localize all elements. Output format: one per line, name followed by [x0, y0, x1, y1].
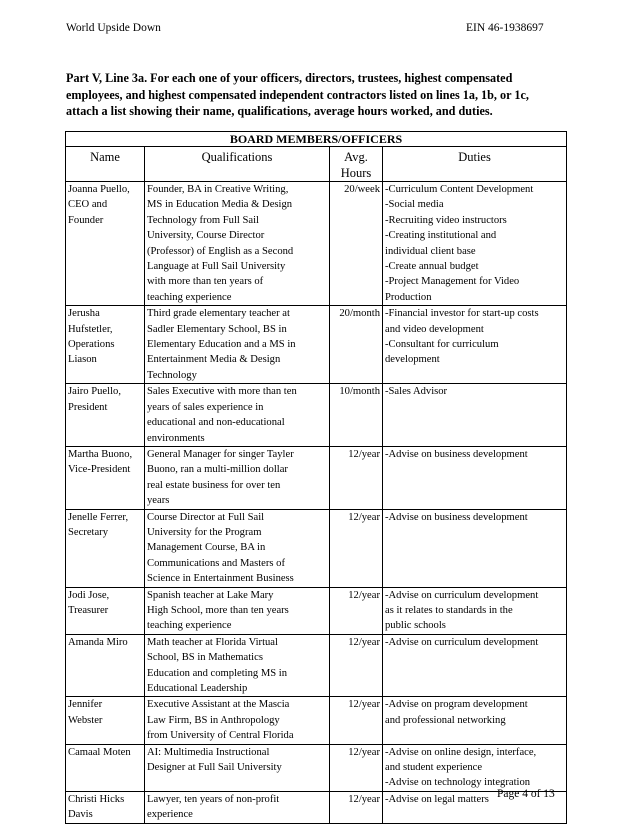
cell-qualifications-line: General Manager for singer Tayler — [147, 448, 294, 460]
cell-hours: 12/year — [330, 744, 383, 791]
cell-qualifications-line: University, Course Director — [147, 230, 265, 242]
cell-duties — [383, 306, 567, 384]
cell-name-line: Amanda Miro — [68, 636, 128, 648]
cell-qualifications — [145, 744, 330, 791]
column-header-name: Name — [66, 147, 145, 182]
cell-qualifications — [145, 587, 330, 634]
cell-duties-line: and professional networking — [385, 714, 506, 726]
cell-qualifications-line: Communications and Masters of — [147, 557, 285, 569]
cell-name-line: Jennifer — [68, 699, 103, 711]
table-body — [66, 182, 567, 824]
cell-qualifications-line: Law Firm, BS in Anthropology — [147, 714, 280, 726]
cell-qualifications-line: Technology — [147, 369, 197, 381]
cell-qualifications-line: Language at Full Sail University — [147, 261, 286, 273]
cell-qualifications-line: years of sales experience in — [147, 401, 264, 413]
cell-qualifications-line: High School, more than ten years — [147, 604, 289, 616]
cell-qualifications-line: Buono, ran a multi-million dollar — [147, 464, 288, 476]
cell-qualifications-line: educational and non-educational — [147, 417, 285, 429]
intro-line: attach a list showing their name, qualifications, average hours worked, and duties. — [66, 104, 493, 118]
board-members-table — [65, 131, 567, 824]
cell-duties-line: -Advise on business development — [385, 511, 528, 523]
cell-duties-line: -Social media — [385, 199, 444, 211]
cell-hours: 12/year — [330, 791, 383, 823]
cell-qualifications — [145, 306, 330, 384]
cell-duties — [383, 634, 567, 697]
cell-qualifications-line: Math teacher at Florida Virtual — [147, 636, 278, 648]
page-number: Page 4 of 13 — [497, 788, 555, 800]
cell-name-line: Treasurer — [68, 604, 109, 616]
cell-qualifications-line: teaching experience — [147, 620, 232, 632]
cell-name-line: Christi Hicks — [68, 793, 125, 805]
column-header-duties: Duties — [383, 147, 567, 182]
cell-name — [66, 791, 145, 823]
cell-name — [66, 697, 145, 744]
cell-name-line: President — [68, 401, 108, 413]
cell-hours: 12/year — [330, 697, 383, 744]
cell-duties-line: and student experience — [385, 762, 483, 774]
cell-hours: 20/week — [330, 182, 383, 306]
cell-duties-line: -Recruiting video instructors — [385, 214, 507, 226]
cell-qualifications-line: Education and completing MS in — [147, 667, 288, 679]
cell-duties-line: individual client base — [385, 245, 476, 257]
column-header-hours — [330, 147, 383, 182]
table-row — [66, 744, 567, 791]
cell-duties-line: Production — [385, 291, 432, 303]
table-title: BOARD MEMBERS/OFFICERS — [66, 132, 567, 147]
cell-qualifications — [145, 446, 330, 509]
cell-name-line: Webster — [68, 714, 103, 726]
cell-name — [66, 634, 145, 697]
cell-qualifications-line: School, BS in Mathematics — [147, 652, 263, 664]
header-ein: EIN 46-1938697 — [466, 22, 544, 34]
cell-qualifications-line: years — [147, 495, 170, 507]
cell-qualifications-line: Course Director at Full Sail — [147, 511, 265, 523]
cell-hours: 12/year — [330, 446, 383, 509]
cell-hours: 10/month — [330, 384, 383, 447]
cell-duties — [383, 509, 567, 587]
table-row — [66, 509, 567, 587]
cell-qualifications-line: Elementary Education and a MS in — [147, 339, 296, 351]
cell-duties-line: -Sales Advisor — [385, 386, 448, 398]
table-row — [66, 697, 567, 744]
cell-name-line: CEO and — [68, 199, 108, 211]
cell-duties — [383, 587, 567, 634]
cell-hours: 12/year — [330, 634, 383, 697]
cell-qualifications — [145, 509, 330, 587]
cell-name-line: Founder — [68, 214, 104, 226]
cell-qualifications-line: Management Course, BA in — [147, 542, 266, 554]
cell-name-line: Liason — [68, 354, 97, 366]
cell-duties-line: -Creating institutional and — [385, 230, 497, 242]
cell-qualifications — [145, 791, 330, 823]
cell-qualifications — [145, 182, 330, 306]
cell-duties-line: -Advise on program development — [385, 699, 528, 711]
cell-name — [66, 509, 145, 587]
cell-duties — [383, 697, 567, 744]
column-header-qualifications: Qualifications — [145, 147, 330, 182]
cell-name — [66, 306, 145, 384]
cell-name-line: Operations — [68, 339, 115, 351]
table-row — [66, 306, 567, 384]
cell-qualifications-line: Designer at Full Sail University — [147, 762, 282, 774]
cell-qualifications — [145, 697, 330, 744]
intro-instructions — [66, 70, 566, 120]
cell-qualifications-line: teaching experience — [147, 291, 232, 303]
cell-duties-line: public schools — [385, 620, 446, 632]
cell-duties — [383, 446, 567, 509]
cell-name-line: Joanna Puello, — [68, 184, 130, 195]
cell-duties-line: -Advise on curriculum development — [385, 636, 539, 648]
cell-name-line: Jodi Jose, — [68, 589, 110, 601]
cell-name-line: Jerusha — [68, 308, 100, 320]
cell-duties-line: -Advise on technology integration — [385, 777, 531, 789]
header-org-name: World Upside Down — [66, 22, 161, 34]
table-row — [66, 182, 567, 306]
cell-qualifications-line: Lawyer, ten years of non-profit — [147, 793, 280, 805]
cell-name-line: Martha Buono, — [68, 448, 133, 460]
cell-duties-line: -Advise on curriculum development — [385, 589, 539, 601]
column-header-hours-line: Avg. — [344, 150, 368, 164]
cell-qualifications-line: Executive Assistant at the Mascia — [147, 699, 290, 711]
cell-name-line: Davis — [68, 809, 93, 821]
cell-duties-line: and video development — [385, 323, 484, 335]
cell-name — [66, 384, 145, 447]
cell-qualifications-line: Founder, BA in Creative Writing, — [147, 184, 289, 195]
cell-name — [66, 446, 145, 509]
table-row — [66, 587, 567, 634]
cell-hours: 20/month — [330, 306, 383, 384]
table-row — [66, 384, 567, 447]
cell-duties-line: -Project Management for Video — [385, 276, 520, 288]
cell-qualifications-line: Sadler Elementary School, BS in — [147, 323, 287, 335]
cell-name-line: Secretary — [68, 526, 108, 538]
cell-name — [66, 744, 145, 791]
cell-name-line: Jairo Puello, — [68, 386, 121, 398]
column-header-hours-line: Hours — [340, 166, 372, 180]
cell-duties-line: -Advise on business development — [385, 448, 528, 460]
cell-qualifications — [145, 384, 330, 447]
cell-qualifications-line: Third grade elementary teacher at — [147, 308, 290, 320]
cell-qualifications-line: Entertainment Media & Design — [147, 354, 281, 366]
table-row — [66, 446, 567, 509]
cell-duties-line: as it relates to standards in the — [385, 604, 513, 616]
cell-qualifications-line: University for the Program — [147, 526, 262, 538]
cell-duties-line: -Advise on legal matters — [385, 793, 489, 805]
cell-qualifications-line: Science in Entertainment Business — [147, 573, 294, 585]
cell-qualifications-line: with more than ten years of — [147, 276, 264, 288]
cell-qualifications-line: AI: Multimedia Instructional — [147, 746, 270, 758]
cell-name — [66, 587, 145, 634]
cell-qualifications-line: from University of Central Florida — [147, 730, 294, 742]
cell-name-line: Camaal Moten — [68, 746, 131, 758]
cell-hours: 12/year — [330, 509, 383, 587]
cell-qualifications-line: Spanish teacher at Lake Mary — [147, 589, 274, 601]
cell-qualifications — [145, 634, 330, 697]
cell-qualifications-line: environments — [147, 432, 205, 444]
cell-name-line: Jenelle Ferrer, — [68, 511, 129, 523]
cell-duties-line: development — [385, 354, 440, 366]
cell-name-line: Vice-President — [68, 464, 131, 476]
cell-hours: 12/year — [330, 587, 383, 634]
intro-line: employees, and highest compensated independent contractors listed on lines 1a, 1b, or 1c, — [66, 87, 529, 102]
cell-qualifications-line: Technology from Full Sail — [147, 214, 259, 226]
cell-duties-line: -Create annual budget — [385, 261, 479, 273]
cell-name-line: Hufstetler, — [68, 323, 113, 335]
cell-qualifications-line: Sales Executive with more than ten — [147, 386, 297, 398]
cell-qualifications-line: experience — [147, 809, 193, 821]
table-row — [66, 634, 567, 697]
table-row — [66, 791, 567, 823]
cell-duties — [383, 744, 567, 791]
cell-qualifications-line: (Professor) of English as a Second — [147, 245, 294, 257]
cell-qualifications-line: MS in Education Media & Design — [147, 199, 293, 211]
cell-qualifications-line: real estate business for over ten — [147, 479, 281, 491]
cell-duties-line: -Financial investor for start-up costs — [385, 308, 539, 320]
cell-duties-line: -Curriculum Content Development — [385, 184, 534, 195]
cell-duties-line: -Consultant for curriculum — [385, 339, 499, 351]
cell-duties-line: -Advise on online design, interface, — [385, 746, 537, 758]
cell-qualifications-line: Educational Leadership — [147, 683, 248, 694]
cell-duties — [383, 182, 567, 306]
cell-name — [66, 182, 145, 306]
cell-duties — [383, 384, 567, 447]
intro-line: Part V, Line 3a. For each one of your officers, directors, trustees, highest compensated — [66, 71, 513, 85]
